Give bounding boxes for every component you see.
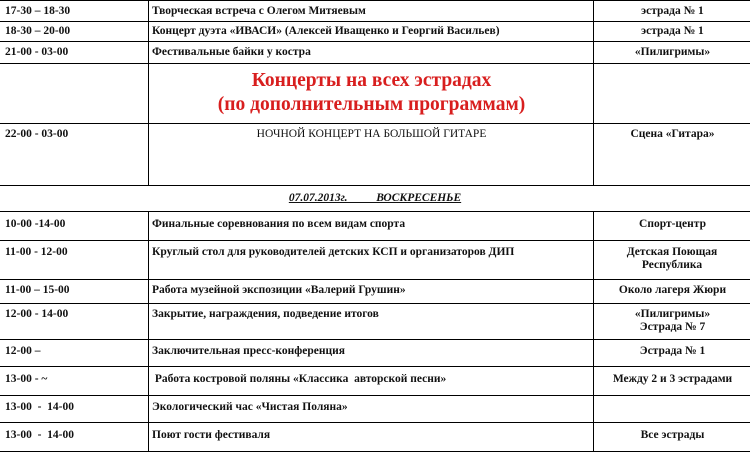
section-heading-line1: Концерты на всех эстрадах [251,70,492,91]
event-cell: НОЧНОЙ КОНЦЕРТ НА БОЛЬШОЙ ГИТАРЕ [256,128,487,140]
time-cell: 13-00 - 14-00 [5,401,74,413]
event-cell: Поют гости фестиваля [152,429,271,441]
time-cell: 13-00 - 14-00 [5,429,74,441]
place-cell: эстрада № 1 [641,25,704,37]
event-cell: Заключительная пресс-конференция [152,345,345,357]
place-cell: Эстрада № 1 [639,345,706,357]
event-cell: Финальные соревнования по всем видам спорта [152,218,406,230]
event-cell: Концерт дуэта «ИВАСИ» (Алексей Иващенко и Георгий Васильев) [152,25,500,37]
place-cell: «Пилигримы» Эстрада № 7 [634,308,711,333]
time-cell: 11-00 - 12-00 [5,246,68,258]
time-cell: 11-00 – 15-00 [5,284,70,296]
time-cell: 12-00 - 14-00 [5,308,69,320]
day-header: 07.07.2013г. ВОСКРЕСЕНЬЕ [288,192,462,204]
place-cell: «Пилигримы» [634,46,711,58]
place-cell: Детская Поющая Республика [626,246,718,271]
event-cell: Круглый стол для руководителей детских КСП и организаторов ДИП [152,246,515,258]
time-cell: 21-00 - 03-00 [5,46,69,58]
event-cell: Работа музейной экспозиции «Валерий Грушин» [152,284,406,296]
time-cell: 17-30 – 18-30 [5,5,71,17]
time-cell: 12-00 – [5,345,41,357]
place-cell: Сцена «Гитара» [630,128,715,140]
time-cell: 22-00 - 03-00 [5,128,69,140]
event-cell: Экологический час «Чистая Поляна» [152,401,348,413]
event-cell: Фестивальные байки у костра [152,46,311,58]
place-cell: Спорт-центр [639,218,706,230]
event-cell: Работа костровой поляны «Классика авторской песни» [152,373,447,385]
time-cell: 10-00 -14-00 [5,218,66,230]
time-cell: 13-00 - ~ [5,373,48,385]
place-cell: Около лагеря Жюри [618,284,727,296]
time-cell: 18-30 – 20-00 [5,25,71,37]
place-cell: Между 2 и 3 эстрадами [612,373,733,385]
event-cell: Закрытие, награждения, подведение итогов [152,308,379,320]
place-cell: эстрада № 1 [641,5,704,17]
place-cell: Все эстрады [640,429,705,441]
event-cell: Творческая встреча с Олегом Митяевым [152,5,366,17]
section-heading-line2: (по дополнительным программам) [217,94,526,115]
